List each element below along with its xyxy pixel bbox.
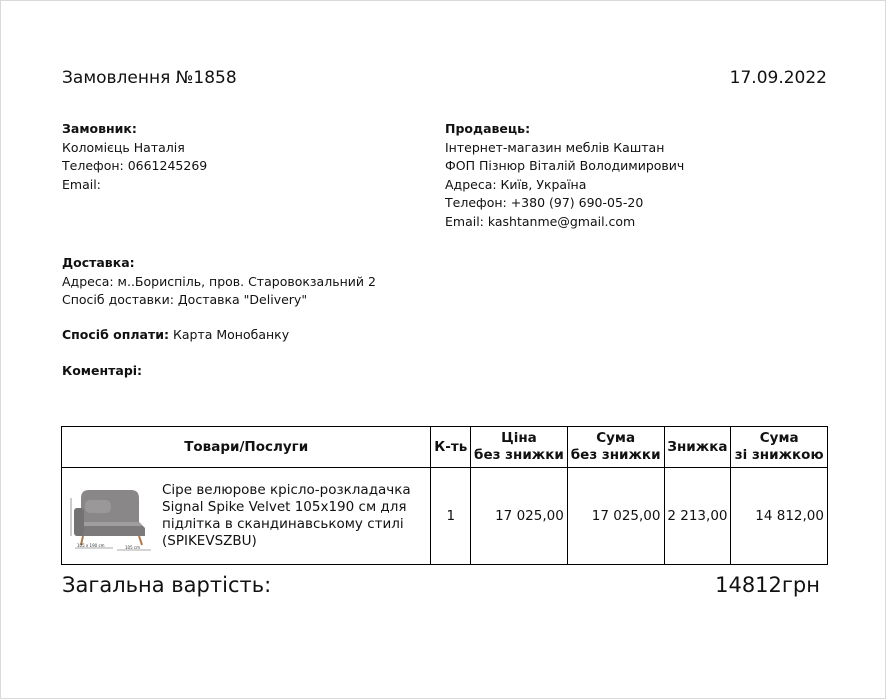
seller-entrepreneur: ФОП Пізнюр Віталій Володимирович: [445, 158, 685, 173]
table-row: [62, 468, 828, 565]
payment-block: [62, 326, 289, 345]
header-qty: К-ть: [431, 427, 471, 468]
order-title: Замовлення №1858: [62, 68, 237, 88]
sum-cell: 17 025,00: [567, 468, 664, 565]
header-price: [471, 427, 568, 468]
delivery-block: [62, 254, 376, 310]
image-dimension-side: 105 cm: [125, 545, 141, 550]
table-header-row: [62, 427, 828, 468]
header-discount: Знижка: [664, 427, 731, 468]
image-dimension-front: 105 x 190 cm: [77, 543, 105, 548]
comments-label: Коментарі:: [62, 363, 143, 378]
grand-total-label: Загальна вартість:: [62, 573, 272, 597]
customer-block: [62, 120, 207, 194]
comments-block: [62, 362, 142, 381]
customer-phone: Телефон: 0661245269: [62, 158, 208, 173]
payment-label: Спосіб оплати:: [62, 327, 169, 342]
delivery-method: Спосіб доставки: Доставка "Delivery": [62, 292, 308, 307]
order-date: 17.09.2022: [729, 68, 827, 88]
header-total-line2: зі знижкою: [734, 447, 824, 463]
seller-email: Email: kashtanme@gmail.com: [445, 213, 636, 229]
header-sum-line1: Сума: [596, 430, 636, 446]
seller-phone: Телефон: +380 (97) 690-05-20: [445, 195, 644, 210]
header-price-line1: Ціна: [501, 430, 537, 446]
grand-total-value: 14812грн: [715, 573, 820, 597]
qty-cell: 1: [431, 468, 471, 565]
total-cell: 14 812,00: [731, 468, 828, 565]
header-total: [731, 427, 828, 468]
customer-email: Email:: [62, 176, 101, 192]
price-cell: 17 025,00: [471, 468, 568, 565]
armchair-product-image: [67, 478, 157, 554]
customer-name: Коломієць Наталія: [62, 139, 185, 155]
header-sum: [567, 427, 664, 468]
payment-value: Карта Монобанку: [169, 327, 290, 342]
seller-address: Адреса: Київ, Україна: [445, 176, 587, 192]
items-table: [61, 426, 828, 565]
delivery-address: Адреса: м..Бориспіль, пров. Старовокзальний 2: [62, 273, 376, 289]
delivery-heading: Доставка:: [62, 255, 135, 270]
header-product: Товари/Послуги: [62, 427, 431, 468]
product-cell: [62, 468, 431, 565]
seller-shop: Інтернет-магазин меблів Каштан: [445, 139, 665, 155]
seller-block: [445, 120, 684, 231]
header-price-line2: без знижки: [474, 447, 564, 463]
header-sum-line2: без знижки: [570, 447, 661, 463]
header-total-line1: Сума: [759, 430, 799, 446]
product-name: Сіре велюрове крісло-розкладачка Signal Spike Velvet 105x190 см для підлітка в скандинавському стилі (SPIKEVSZBU): [162, 482, 411, 549]
customer-heading: Замовник:: [62, 121, 137, 136]
seller-heading: Продавець:: [445, 121, 531, 136]
discount-cell: 2 213,00: [664, 468, 731, 565]
